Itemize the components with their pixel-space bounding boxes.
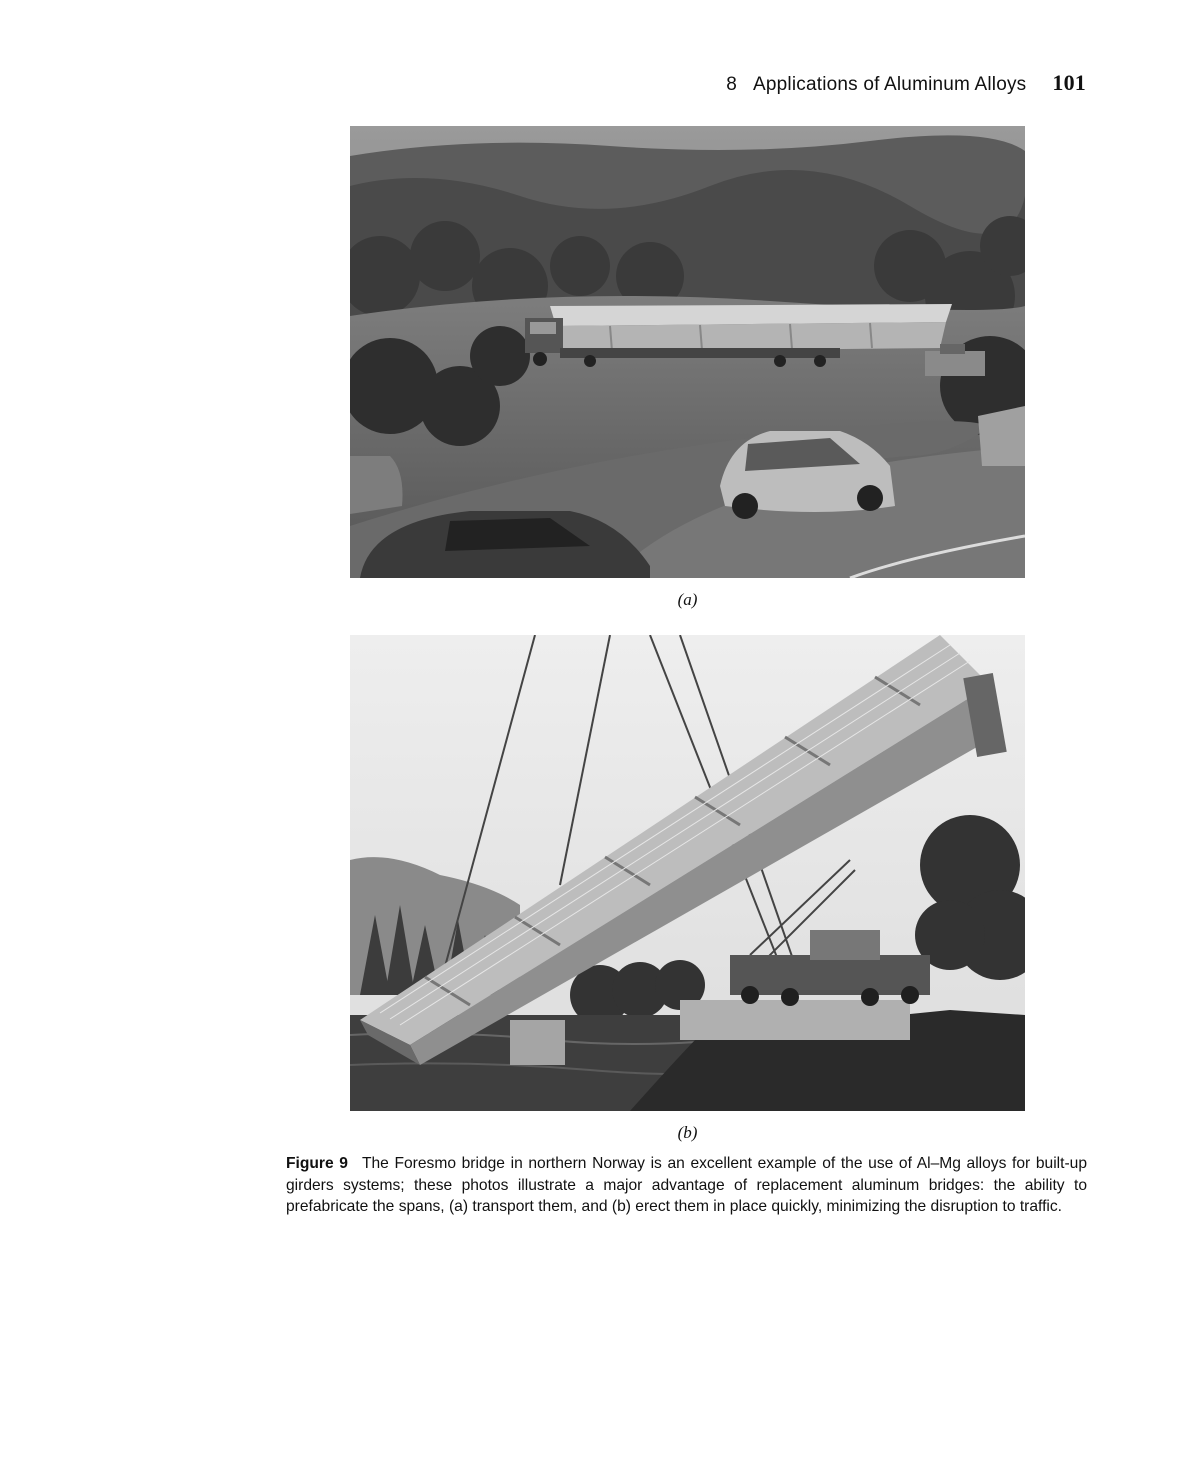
chapter-number: 8	[726, 74, 737, 95]
photo-bridge-transport	[350, 126, 1025, 578]
photo-bridge-transport-image	[350, 126, 1025, 578]
photo-bridge-erection-image	[350, 635, 1025, 1111]
subfigure-a-label: (a)	[677, 590, 698, 609]
photo-bridge-erection	[350, 635, 1025, 1111]
figure-caption	[286, 1153, 1087, 1218]
page-number: 101	[1052, 70, 1086, 95]
subfigure-b-label: (b)	[677, 1123, 698, 1142]
chapter-title: Applications of Aluminum Alloys	[753, 74, 1027, 95]
running-head	[726, 70, 1086, 96]
caption-text: The Foresmo bridge in northern Norway is an excellent example of the use of Al–Mg alloys for built-up girders systems; these photos illustrate a major advantage of replacement aluminum bridges: the ability to prefabricate the spans, (a) transport them, and (b) erect them in place quickly, minimizing the disruption to traffic.	[286, 1155, 1088, 1215]
figure-label: Figure 9	[286, 1155, 348, 1172]
